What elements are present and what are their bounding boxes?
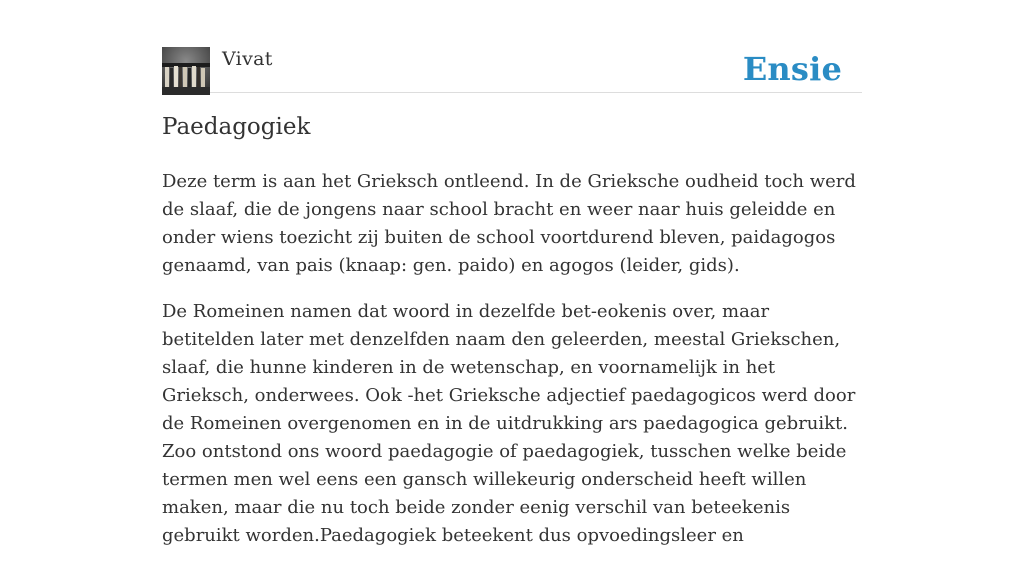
article-paragraph: De Romeinen namen dat woord in dezelfde bet-eokenis over, maar betitelden later met denzelfden naam den geleerden, meestal Griekschen, slaaf, die hunne kinderen in de wetenschap, en voornamelijk in het Grieksch, onderwees. Ook -het Grieksche adjectief paedagogicos werd door de Romeinen overgenomen en in de uitdrukking ars paedagogica gebruikt. Zoo ontstond ons woord paedagogie of paedagogiek, tusschen welke beide termen men wel eens een gansch willekeurig onderscheid heeft willen maken, maar die nu toch beide zonder eenig verschil van beteekenis gebruikt worden.Paedagogiek beteekent dus opvoedingsleer en [162,301,856,546]
site-header [162,44,862,93]
avatar-image [162,47,210,95]
article-body [162,168,862,568]
author-name[interactable]: Vivat [222,48,273,70]
article-paragraph: Deze term is aan het Grieksch ontleend. In de Grieksche oudheid toch werd de slaaf, die de jongens naar school bracht en weer naar huis geleidde en onder wiens toezicht zij buiten de school voortdurend bleven, paidagogos genaamd, van pais (knaap: gen. paido) en agogos (leider, gids). [162,171,856,276]
brand-logo[interactable]: Ensie [742,50,842,88]
page-title: Paedagogiek [162,114,311,140]
bookshelf-avatar-icon[interactable] [162,47,210,95]
